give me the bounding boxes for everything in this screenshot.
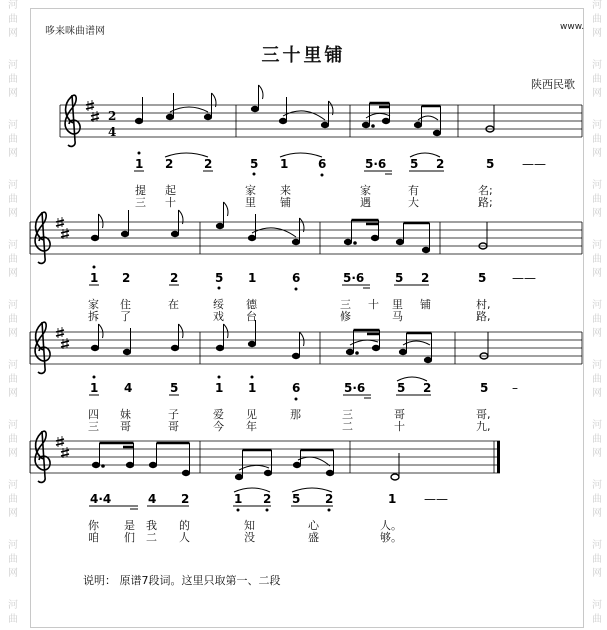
staff-system-3 bbox=[30, 320, 582, 373]
watermark-glyph: 曲 bbox=[592, 434, 602, 445]
lyric-char: 那 bbox=[290, 408, 301, 421]
lyric-char: 拆 bbox=[88, 310, 99, 323]
lyric-char: 你 bbox=[88, 519, 99, 532]
jianpu-note: 1 bbox=[388, 492, 397, 506]
watermark-glyph: 河 bbox=[592, 420, 602, 431]
lyric-char: 德 bbox=[246, 298, 257, 311]
staff-lines bbox=[30, 441, 500, 473]
watermark-glyph: 曲 bbox=[8, 554, 18, 565]
jianpu-note: 5·6 bbox=[344, 381, 366, 395]
jianpu-note: 5 bbox=[215, 271, 224, 285]
jianpu-note: 1 bbox=[215, 381, 224, 395]
jianpu-note: 2 bbox=[421, 271, 430, 285]
watermark-glyph: 曲 bbox=[8, 14, 18, 25]
jianpu-row-1 bbox=[135, 157, 546, 171]
jianpu-row-3 bbox=[90, 381, 518, 395]
lyric-char: 修 bbox=[340, 310, 351, 323]
lyric-char: 在 bbox=[168, 298, 179, 311]
jianpu-note: 4 bbox=[148, 492, 157, 506]
lyric-char: 哥 bbox=[394, 408, 405, 421]
jianpu-note: 5 bbox=[410, 157, 419, 171]
notes bbox=[92, 443, 399, 480]
jianpu-note: 1 bbox=[248, 271, 257, 285]
slurs bbox=[252, 228, 296, 237]
watermark-glyph: 网 bbox=[592, 448, 602, 459]
watermark-glyph: 河 bbox=[8, 420, 18, 431]
watermark-glyph: 河 bbox=[8, 300, 18, 311]
watermark-glyph: 曲 bbox=[8, 374, 18, 385]
jianpu-row-2 bbox=[90, 271, 536, 285]
jianpu-note: 5 bbox=[486, 157, 495, 171]
jianpu-note: 1 bbox=[234, 492, 243, 506]
watermark-glyph: 河 bbox=[8, 0, 18, 11]
lyric-char: 大 bbox=[408, 196, 419, 209]
lyric-char: 家 bbox=[88, 298, 99, 311]
lyric-char: 三 bbox=[135, 196, 146, 209]
watermark-glyph: 网 bbox=[592, 208, 602, 219]
lyric-char: 台 bbox=[246, 310, 257, 323]
jianpu-marks-3 bbox=[89, 376, 431, 400]
lyric-char: 家 bbox=[245, 184, 256, 197]
watermark-glyph: 河 bbox=[592, 480, 602, 491]
jianpu-note: 5 bbox=[395, 271, 404, 285]
jianpu-note: 1 bbox=[248, 381, 257, 395]
jianpu-note: 5 bbox=[397, 381, 406, 395]
jianpu-note: 2 bbox=[181, 492, 190, 506]
staff-system-1 bbox=[60, 85, 582, 146]
site-name: 哆来咪曲谱网 bbox=[45, 26, 105, 37]
lyric-char: 咱 bbox=[88, 531, 99, 544]
watermark-glyph: 河 bbox=[592, 60, 602, 71]
jianpu-hold: —— bbox=[424, 492, 448, 506]
watermark-glyph: 河 bbox=[8, 240, 18, 251]
watermark-glyph: 网 bbox=[8, 568, 18, 579]
jianpu-note: 6 bbox=[292, 381, 301, 395]
watermark-glyph: 网 bbox=[8, 28, 18, 39]
slurs bbox=[350, 340, 430, 345]
lyric-char: 名; bbox=[478, 184, 493, 197]
jianpu-note: 5 bbox=[478, 271, 487, 285]
watermark-glyph: 网 bbox=[8, 88, 18, 99]
jianpu-note: 4 bbox=[124, 381, 133, 395]
lyric-char: 四 bbox=[88, 408, 99, 421]
watermark-glyph: 曲 bbox=[592, 614, 602, 625]
watermark-glyph: 曲 bbox=[592, 554, 602, 565]
watermark-glyph: 曲 bbox=[592, 194, 602, 205]
watermark-glyph: 网 bbox=[592, 568, 602, 579]
jianpu-note: 5·6 bbox=[365, 157, 387, 171]
jianpu-note: 5 bbox=[170, 381, 179, 395]
lyric-char: 哥 bbox=[168, 420, 179, 433]
footer-note: 说明： 原谱7段词。这里只取第一、二段 bbox=[83, 574, 281, 587]
jianpu-note: 6 bbox=[292, 271, 301, 285]
sharp-icon bbox=[56, 327, 64, 338]
lyric-char: 十 bbox=[368, 298, 379, 311]
jianpu-hold: —— bbox=[512, 271, 536, 285]
lyric-char: 哥, bbox=[476, 408, 491, 421]
lyric-char: 十 bbox=[165, 196, 176, 209]
lyric-char: 二 bbox=[146, 531, 157, 544]
jianpu-row-4 bbox=[90, 492, 448, 506]
lyric-char: 妹 bbox=[120, 408, 131, 421]
lyric-char: 够。 bbox=[380, 531, 402, 544]
lyric-char: 知 bbox=[244, 519, 255, 532]
watermark-glyph: 河 bbox=[8, 480, 18, 491]
watermark-glyph: 曲 bbox=[592, 314, 602, 325]
lyric-char: 三 bbox=[342, 408, 353, 421]
lyric-char: 没 bbox=[244, 531, 255, 544]
jianpu-note: 4·4 bbox=[90, 492, 112, 506]
lyric-char: 里 bbox=[392, 298, 403, 311]
watermark-glyph: 河 bbox=[592, 0, 602, 11]
song-source: 陕西民歌 bbox=[531, 78, 575, 91]
lyric-char: 哥 bbox=[120, 420, 131, 433]
lyric-char: 今 bbox=[213, 420, 224, 433]
lyric-char: 有 bbox=[408, 184, 419, 197]
lyric-char: 人 bbox=[179, 531, 190, 544]
staff-lines bbox=[30, 222, 582, 254]
staff-lines bbox=[30, 332, 582, 364]
watermark-glyph: 曲 bbox=[8, 254, 18, 265]
jianpu-note: 5·6 bbox=[343, 271, 365, 285]
lyric-char: 戏 bbox=[213, 310, 224, 323]
watermark-glyph: 河 bbox=[592, 240, 602, 251]
watermark-glyph: 曲 bbox=[8, 194, 18, 205]
time-signature-top: 2 bbox=[108, 109, 117, 123]
watermark-glyph: 曲 bbox=[8, 434, 18, 445]
jianpu-note: 2 bbox=[436, 157, 445, 171]
jianpu-note: 2 bbox=[263, 492, 272, 506]
watermark-glyph: 曲 bbox=[8, 314, 18, 325]
jianpu-note: 6 bbox=[318, 157, 327, 171]
watermark-glyph: 网 bbox=[8, 268, 18, 279]
watermark-glyph: 网 bbox=[8, 448, 18, 459]
lyric-char: 铺 bbox=[280, 196, 291, 209]
jianpu-note: 1 bbox=[280, 157, 289, 171]
watermark-glyph: 河 bbox=[592, 300, 602, 311]
time-signature-bottom: 4 bbox=[108, 125, 117, 139]
notes bbox=[135, 85, 494, 136]
watermark-glyph: 河 bbox=[592, 120, 602, 131]
watermark-glyph: 河 bbox=[8, 120, 18, 131]
lyric-char: 马 bbox=[392, 310, 403, 323]
watermark-glyph: 网 bbox=[592, 508, 602, 519]
watermark-glyph: 河 bbox=[8, 540, 18, 551]
lyric-char: 盛 bbox=[308, 531, 319, 544]
lyric-char: 爱 bbox=[213, 408, 224, 421]
lyric-char: 路; bbox=[478, 196, 493, 209]
jianpu-note: 2 bbox=[204, 157, 213, 171]
jianpu-hold: – bbox=[512, 381, 518, 395]
watermark-glyph: 网 bbox=[592, 268, 602, 279]
sharp-icon bbox=[56, 217, 64, 228]
watermark-glyph: 河 bbox=[8, 600, 18, 611]
watermark-glyph: 曲 bbox=[592, 14, 602, 25]
lyric-char: 们 bbox=[124, 531, 135, 544]
watermark-glyph: 河 bbox=[592, 540, 602, 551]
staff-system-2 bbox=[30, 202, 582, 263]
lyric-char: 九, bbox=[476, 420, 491, 433]
jianpu-note: 5 bbox=[292, 492, 301, 506]
jianpu-note: 2 bbox=[122, 271, 131, 285]
jianpu-note: 1 bbox=[135, 157, 144, 171]
jianpu-note: 5 bbox=[250, 157, 259, 171]
watermark-glyph: 网 bbox=[592, 88, 602, 99]
lyric-char: 村, bbox=[476, 298, 491, 311]
lyric-char: 的 bbox=[179, 519, 190, 532]
jianpu-note: 1 bbox=[90, 381, 99, 395]
watermark-glyph: 网 bbox=[592, 28, 602, 39]
lyric-char: 我 bbox=[146, 519, 157, 532]
lyric-char: 家 bbox=[360, 184, 371, 197]
watermark-glyph: 网 bbox=[592, 328, 602, 339]
watermark-glyph: 网 bbox=[8, 208, 18, 219]
watermark-glyph: 曲 bbox=[8, 614, 18, 625]
lyric-char: 里 bbox=[245, 196, 256, 209]
watermark-glyph: 曲 bbox=[8, 494, 18, 505]
lyric-char: 路, bbox=[476, 310, 491, 323]
watermark-glyph: 曲 bbox=[592, 74, 602, 85]
lyric-char: 住 bbox=[120, 298, 131, 311]
jianpu-note: 2 bbox=[165, 157, 174, 171]
lyric-char: 二 bbox=[342, 420, 353, 433]
watermark-glyph: 网 bbox=[592, 388, 602, 399]
watermark-glyph: 网 bbox=[8, 328, 18, 339]
lyric-char: 起 bbox=[165, 184, 176, 197]
watermark-glyph: 曲 bbox=[592, 494, 602, 505]
lyric-char: 三 bbox=[340, 298, 351, 311]
watermark-glyph: 河 bbox=[592, 360, 602, 371]
watermark-glyph: 网 bbox=[592, 148, 602, 159]
lyric-char: 见 bbox=[246, 408, 257, 421]
lyric-char: 铺 bbox=[420, 298, 431, 311]
jianpu-note: 2 bbox=[423, 381, 432, 395]
watermark-glyph: 网 bbox=[8, 508, 18, 519]
lyric-char: 是 bbox=[124, 519, 135, 532]
watermark-glyph: 河 bbox=[592, 600, 602, 611]
watermark-glyph: 河 bbox=[8, 60, 18, 71]
staff-system-4 bbox=[30, 431, 500, 482]
jianpu-note: 5 bbox=[480, 381, 489, 395]
watermark-glyph: 网 bbox=[8, 388, 18, 399]
lyric-char: 绥 bbox=[213, 298, 224, 311]
watermark-glyph: 曲 bbox=[592, 374, 602, 385]
slurs bbox=[239, 457, 330, 470]
lyric-char: 了 bbox=[120, 310, 131, 323]
jianpu-marks-1 bbox=[134, 152, 444, 176]
jianpu-note: 1 bbox=[90, 271, 99, 285]
song-title: 三十里铺 bbox=[261, 45, 346, 66]
watermark-glyph: 网 bbox=[8, 148, 18, 159]
lyric-char: 提 bbox=[135, 184, 146, 197]
lyric-char: 心 bbox=[308, 519, 319, 532]
watermark-glyph: 曲 bbox=[8, 134, 18, 145]
lyric-char: 年 bbox=[246, 420, 257, 433]
jianpu-note: 2 bbox=[170, 271, 179, 285]
sharp-icon bbox=[86, 100, 94, 111]
watermark-glyph: 河 bbox=[8, 180, 18, 191]
watermark-glyph: 河 bbox=[8, 360, 18, 371]
jianpu-marks-2 bbox=[89, 266, 429, 290]
lyric-char: 人。 bbox=[380, 519, 402, 532]
lyric-char: 十 bbox=[394, 420, 405, 433]
lyric-char: 遇 bbox=[360, 196, 371, 209]
sharp-icon bbox=[56, 436, 64, 447]
site-url: www. bbox=[560, 22, 585, 32]
lyric-char: 子 bbox=[168, 408, 179, 421]
watermark-glyph: 河 bbox=[592, 180, 602, 191]
watermark-glyph: 曲 bbox=[8, 74, 18, 85]
watermark-glyph: 曲 bbox=[592, 254, 602, 265]
watermark-glyph: 曲 bbox=[592, 134, 602, 145]
jianpu-note: 2 bbox=[325, 492, 334, 506]
lyric-char: 来 bbox=[280, 184, 291, 197]
lyric-char: 三 bbox=[88, 420, 99, 433]
jianpu-hold: —— bbox=[522, 157, 546, 171]
